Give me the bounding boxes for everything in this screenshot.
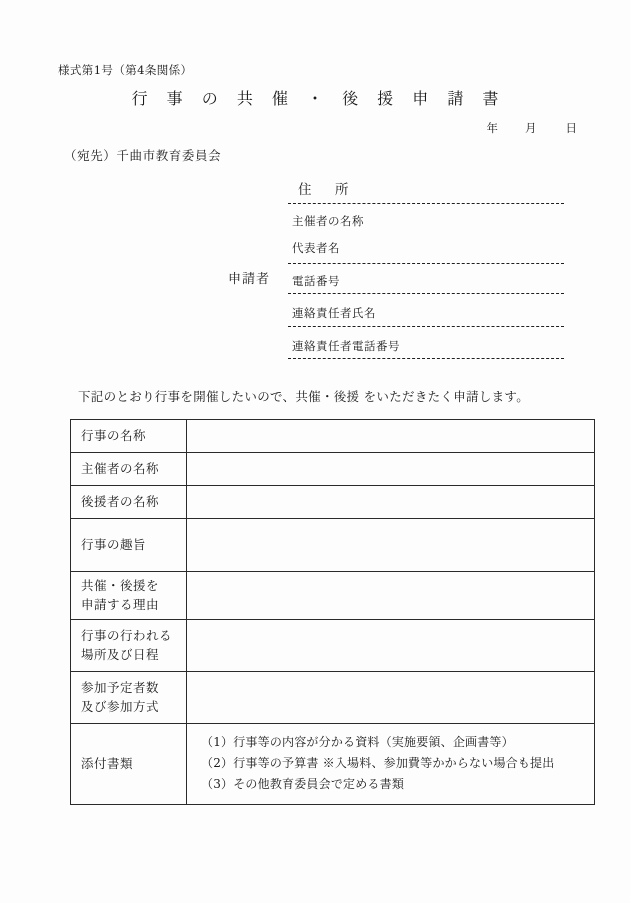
row-label-reason xyxy=(71,572,187,620)
field-organizer-name-label: 主催者の名称 xyxy=(292,213,364,228)
row-label-participants xyxy=(71,671,187,723)
list-item: （3）その他教育委員会で定める書類 xyxy=(201,777,405,792)
field-address xyxy=(288,184,564,204)
field-representative-name xyxy=(288,243,564,264)
date-line xyxy=(487,120,579,136)
field-contact-name-writeline[interactable] xyxy=(288,326,564,327)
field-contact-phone-writeline[interactable] xyxy=(288,358,564,359)
row-value-participants[interactable] xyxy=(187,671,595,723)
addressee: （宛先）千曲市教育委員会 xyxy=(64,148,222,163)
field-phone-label: 電話番号 xyxy=(292,273,340,288)
field-representative-name-label: 代表者名 xyxy=(292,241,340,255)
field-address-writeline[interactable] xyxy=(288,203,564,204)
list-item: （2）行事等の予算書 ※入場料、参加費等かからない場合も提出 xyxy=(201,756,555,771)
table-row xyxy=(71,519,595,572)
row-label-event-purpose: 行事の趣旨 xyxy=(71,519,187,572)
field-contact-name xyxy=(288,308,564,327)
row-label-reason-line2: 申請する理由 xyxy=(81,597,160,613)
row-value-organizer-name[interactable] xyxy=(187,453,595,486)
field-contact-name-label: 連絡責任者氏名 xyxy=(292,306,376,320)
table-row xyxy=(71,671,595,723)
field-contact-phone-label: 連絡責任者電話番号 xyxy=(292,338,400,353)
application-table xyxy=(70,419,595,805)
table-row xyxy=(71,572,595,620)
row-label-venue-schedule-line1: 行事の行われる xyxy=(81,627,173,643)
row-label-venue-schedule xyxy=(71,619,187,671)
list-item: （1）行事等の内容が分かる資料（実施要領、企画書等） xyxy=(201,734,514,749)
field-address-label: 住 所 xyxy=(298,182,354,198)
row-label-supporter-name: 後援者の名称 xyxy=(71,486,187,519)
date-day-label: 日 xyxy=(565,121,578,135)
table-row xyxy=(71,723,595,804)
row-label-venue-schedule-line2: 場所及び日程 xyxy=(81,647,160,663)
attachment-list xyxy=(201,732,588,796)
row-label-participants-line1: 参加予定者数 xyxy=(81,679,160,695)
date-month-label: 月 xyxy=(525,121,538,135)
field-phone xyxy=(288,273,564,295)
table-row xyxy=(71,619,595,671)
date-year-label: 年 xyxy=(486,121,499,135)
row-label-attachments: 添付書類 xyxy=(71,723,187,804)
table-row xyxy=(71,453,595,486)
form-code: 様式第1号（第4条関係） xyxy=(58,63,193,77)
row-value-event-name[interactable] xyxy=(187,420,595,453)
row-label-participants-line2: 及び参加方式 xyxy=(81,699,160,715)
table-row xyxy=(71,486,595,519)
field-representative-writeline[interactable] xyxy=(288,263,564,264)
field-organizer-name xyxy=(288,213,564,244)
row-value-venue-schedule[interactable] xyxy=(187,619,595,671)
row-label-organizer-name: 主催者の名称 xyxy=(71,453,187,486)
field-phone-writeline[interactable] xyxy=(288,293,564,294)
intro-sentence: 下記のとおり行事を開催したいので、共催・後援 をいただきたく申請します。 xyxy=(78,389,530,404)
row-value-reason[interactable] xyxy=(187,572,595,620)
row-value-event-purpose[interactable] xyxy=(187,519,595,572)
row-value-supporter-name[interactable] xyxy=(187,486,595,519)
field-contact-phone xyxy=(288,338,564,360)
table-row xyxy=(71,420,595,453)
row-label-event-name: 行事の名称 xyxy=(71,420,187,453)
applicant-fields xyxy=(288,184,564,359)
page-title: 行 事 の 共 催 ・ 後 援 申 請 書 xyxy=(131,89,506,108)
row-value-attachments xyxy=(187,723,595,804)
row-label-reason-line1: 共催・後援を xyxy=(81,578,160,593)
applicant-group-label: 申請者 xyxy=(228,272,271,287)
